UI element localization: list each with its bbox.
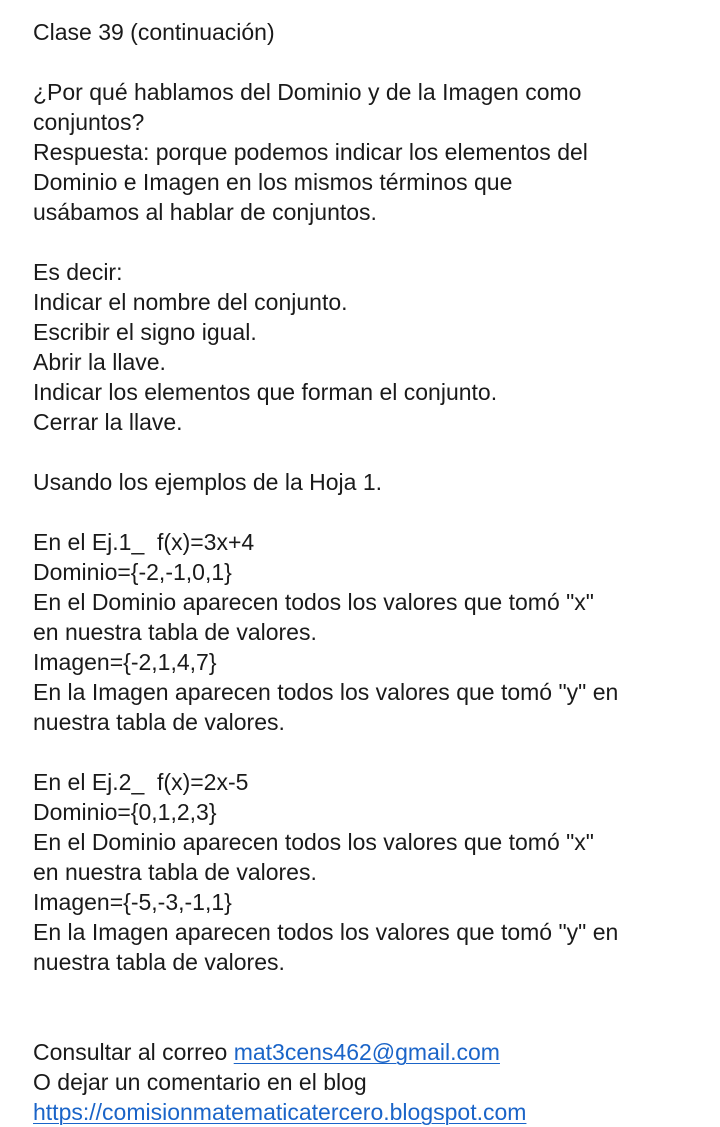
spacer [33, 47, 705, 77]
example-2-image-note: nuestra tabla de valores. [33, 949, 285, 975]
example-2-domain-note: En el Dominio aparecen todos los valores que tomó "x" [33, 829, 594, 855]
example-2-image: Imagen={-5,-3,-1,1} [33, 889, 232, 915]
step-item: Abrir la llave. [33, 349, 166, 375]
example-1-image: Imagen={-2,1,4,7} [33, 649, 217, 675]
blog-link-line [33, 1097, 705, 1127]
question-line: conjuntos? [33, 109, 145, 135]
answer-line: usábamos al hablar de conjuntos. [33, 199, 377, 225]
example-2-domain-note: en nuestra tabla de valores. [33, 859, 317, 885]
step-item: Indicar el nombre del conjunto. [33, 289, 348, 315]
answer-line: Dominio e Imagen en los mismos términos que [33, 169, 513, 195]
example-1-domain-note: en nuestra tabla de valores. [33, 619, 317, 645]
example-2-domain: Dominio={0,1,2,3} [33, 799, 217, 825]
question-line: ¿Por qué hablamos del Dominio y de la Imagen como [33, 79, 582, 105]
example-1-heading: En el Ej.1_ f(x)=3x+4 [33, 529, 255, 555]
document-title: Clase 39 (continuación) [33, 19, 275, 45]
step-item: Cerrar la llave. [33, 409, 183, 435]
step-item: Escribir el signo igual. [33, 319, 257, 345]
example-1-image-note: En la Imagen aparecen todos los valores que tomó "y" en [33, 679, 619, 705]
examples-intro: Usando los ejemplos de la Hoja 1. [33, 469, 383, 495]
example-2-image-note: En la Imagen aparecen todos los valores que tomó "y" en [33, 919, 619, 945]
spacer [33, 437, 705, 467]
example-1-domain-note: En el Dominio aparecen todos los valores que tomó "x" [33, 589, 594, 615]
contact-email-line [33, 1037, 705, 1067]
spacer [33, 497, 705, 527]
document-body [33, 17, 705, 1127]
example-2-heading: En el Ej.2_ f(x)=2x-5 [33, 769, 249, 795]
step-item: Indicar los elementos que forman el conjunto. [33, 379, 498, 405]
blog-link[interactable]: https://comisionmatematicatercero.blogspot.com [33, 1099, 527, 1125]
email-link[interactable]: mat3cens462@gmail.com [233, 1039, 500, 1065]
spacer [33, 977, 705, 1037]
contact-blog-text: O dejar un comentario en el blog [33, 1069, 367, 1095]
spacer [33, 227, 705, 257]
spacer [33, 737, 705, 767]
steps-intro: Es decir: [33, 259, 123, 285]
example-1-image-note: nuestra tabla de valores. [33, 709, 285, 735]
answer-line: Respuesta: porque podemos indicar los elementos del [33, 139, 588, 165]
contact-email-prefix: Consultar al correo [33, 1039, 234, 1065]
example-1-domain: Dominio={-2,-1,0,1} [33, 559, 232, 585]
